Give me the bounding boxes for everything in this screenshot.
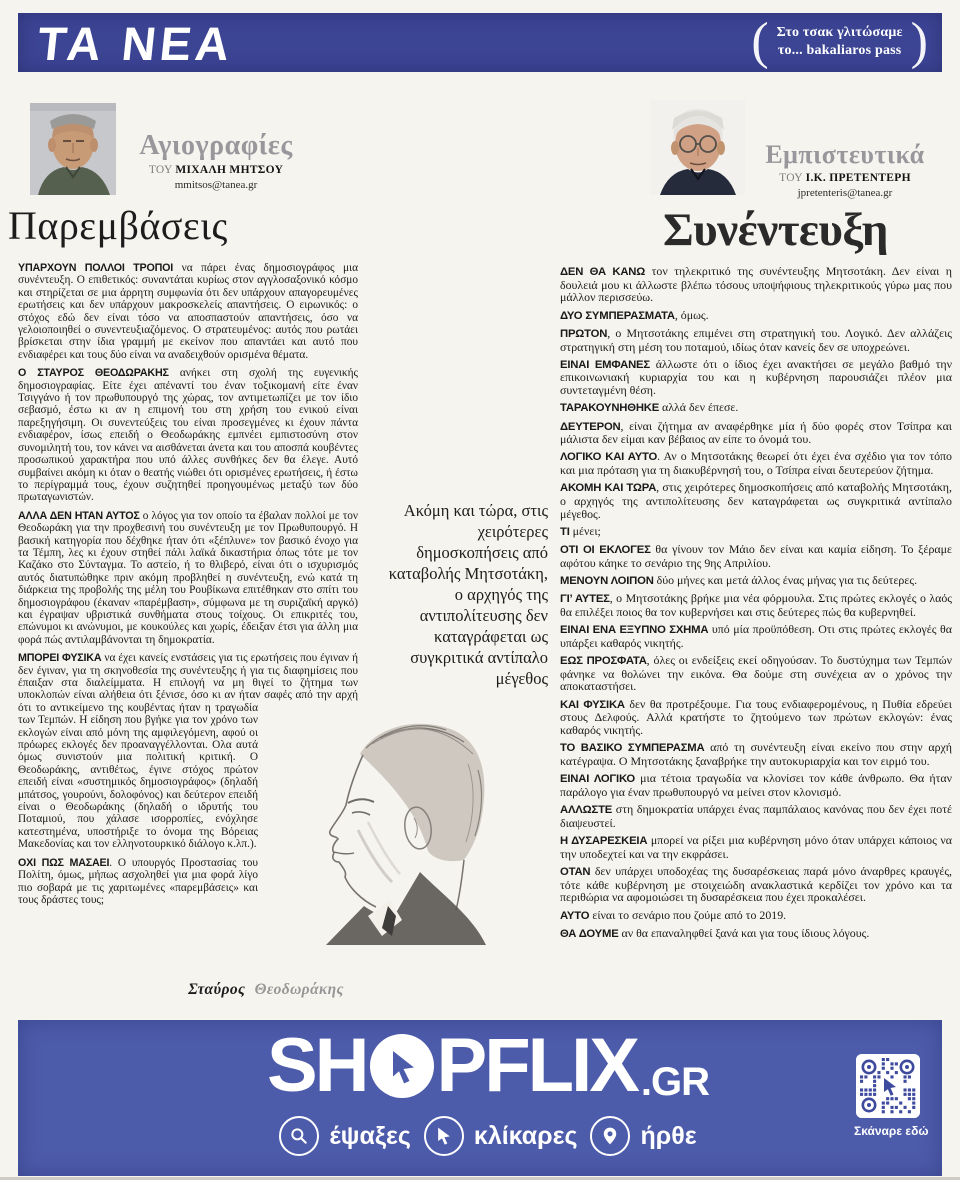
article-paragraph: ΕΩΣ ΠΡΟΣΦΑΤΑ, όλες οι ενδείξεις εκεί οδηγούσαν. Το δυστύχημα των Τεμπών φάνηκε να θολώνει την εικόνα. Θα δούμε στη συνέχεια αν ο χρόνος την αποκαταστήσει. [560,653,952,694]
article-paragraph: ΟΧΙ ΠΩΣ ΜΑΣΑΕΙ. Ο υπουργός Προστασίας του Πολίτη, όμως, μήπως ασχοληθεί για μια φορά λίγο πιο σοβαρά με τις χαριτωμένες «παρεμβάσεις» και τους δράστες τους; [18,856,258,906]
headline-left: Παρεμβάσεις [8,203,228,248]
article-paragraph: ΟΤΑΝ δεν υπάρχει υποδοχέας της δυσαρέσκειας παρά μόνο άναρθρες κραυγές, τότε κάθε κυβέρνηση με στοιχειώδη ανακλαστικά κερδίζει τον χρόνο και τα περιθώρια να αφομοιώσει τη δυσαρέσκεια που έχει προκαλέσει. [560,863,952,905]
article-paragraph: ΕΙΝΑΙ ΕΜΦΑΝΕΣ άλλωστε ότι ο ίδιος έχει ανακτήσει σε μεγάλο βαθμό την επικοινωνιακή κυριαρχία του και η κυβέρνηση παρουσιάζει πλέον μια συντεταγμένη θέση. [560,356,952,398]
ta-nea-logo: ΤΑ ΝΕΑ [35,17,237,70]
open-paren-glyph: ( [751,13,769,71]
byline-right: ΤΟΥ Ι.Κ. ΠΡΕΤΕΝΤΕΡΗ [779,172,911,184]
headline-right: Συνέντευξη [663,204,888,256]
author-photo-pretenteris [650,100,745,195]
bubble-line2: το... bakaliaros pass [777,43,902,59]
masthead-bubble [751,13,928,71]
article-paragraph: ΤΑΡΑΚΟΥΝΗΘΗΚΕ αλλά δεν έπεσε. [560,400,739,415]
cursor-icon [424,1116,464,1156]
close-paren-glyph: ) [910,13,928,71]
article-paragraph: ΠΡΩΤΟΝ, ο Μητσοτάκης επιμένει στη στρατηγική του. Λογικό. Δεν αλλάζεις στρατηγική στη μέση του ποταμού, ιδίως όταν κανείς δεν σε υποχρεώνει. [560,325,952,354]
right-section-header [750,142,940,199]
brand-tld: .GR [640,1060,710,1104]
qr-code [856,1054,920,1118]
article-paragraph: ΚΑΙ ΦΥΣΙΚΑ δεν θα προτρέξουμε. Για τους ενδιαφερομένους, η Πυθία εδρεύει στους Δελφούς. Αλλά κρατήστε το ζητούμενο των πρώτων εκλογών: ένας καθαρός νικητής. [560,696,952,738]
tagline-item-arrived: ήρθε [590,1116,696,1156]
email-left[interactable]: mmitsos@tanea.gr [174,179,258,191]
article-paragraph: ΑΥΤΟ είναι το σενάριο που ζούμε από το 2019. [560,907,787,922]
article-paragraph: ΔΥΟ ΣΥΜΠΕΡΑΣΜΑΤΑ, όμως. [560,307,709,322]
article-paragraph: ΔΕΝ ΘΑ ΚΑΝΩ τον τηλεκριτικό της συνέντευξης Μητσοτάκη. Δεν είναι η δουλειά μου κι άλλωστε βλέπω τόσους υποψήφιους τηλεκριτικούς γύρω μας που μάλλον περισσεύω. [560,264,952,305]
article-paragraph: ΑΛΛΑ ΔΕΝ ΗΤΑΝ ΑΥΤΟΣ ο λόγος για τον οποίο τα έβαλαν πολλοί με τον Θεοδωράκη για την προχθεσινή του συνέντευξη με τον Πρωθυπουργό. Η βασική κατηγορία που δέχθηκε ήταν ότι «ξέπλυνε» τον βασικό ένοχο για τα Τέμπη, λες κι έχουν στηθεί πάλι λαϊκά δικαστήρια όπως τότε με τον Καζάκο στο Σύνταγμα. Το αστείο, ή το θλιβερό, είναι ότι ο ισχυρισμός αυτός διατυπώθηκε πριν ακόμη προβληθεί η συνέντευξη, ενώ κατά τη διάρκεια της προβολής της μέλη του Ρουβίκωνα επιτέθηκαν στο σπίτι του δημοσιογράφου (έκαναν «παρέμβαση», σύμφωνα με τη συριζαϊκή αργκό) και έγραψαν υβριστικά συνθήματα στους τοίχους. Οι επικριτές του, επώνυμοι κι ανώνυμοι, με κουκούλες και χωρίς, έδειξαν έτσι για άλλη μια φορά πώς αντιλαμβάνονται τη δημοκρατία. [18,509,358,646]
article-paragraph: ΜΠΟΡΕΙ ΦΥΣΙΚΑ να έχει κανείς ενστάσεις για τις ερωτήσεις που έγιναν ή δεν έγιναν, για τη σκηνοθεσία της συνέντευξης ή για τις διαφημίσεις που έπαιξαν στα διαλείμματα. Η επιλογή να μη θιγεί το ζήτημα των υποκλοπών είναι αλήθεια ότι ξένισε, όσο κι αν ήταν σαφές από την αρχή ότι το αντικείμενο της κουβέντας ήταν η τραγωδία των Τεμπών. Η είδηση που βγήκε για τον χρόνο των εκλογών είναι από μόνη της αμφιλεγόμενη, αφού οι πρόωρες εκλογές δεν προαναγγέλλονται. Ολα αυτά όμως συνιστούν μια πολιτική κριτική. Ο Θεοδωράκης, αντιθέτως, έγινε στόχος πρώτον επειδή είναι «συστημικός δημοσιογράφος» (δηλαδή μπάτσος, γουρούνι, δολοφόνος) και δεύτερον επειδή είναι ο Θεοδωράκης (δηλαδή ο ιδρυτής του Ποταμιού, που χάλασε ισορροπίες, ενόχλησε κατεστημένα, υποστήριξε το όνομα της Βόρειας Μακεδονίας και τον ελληνοτουρκικό διάλογο κ.λπ.). [18,652,359,851]
article-paragraph: Η ΔΥΣΑΡΕΣΚΕΙΑ μπορεί να ρίξει μια κυβέρνηση μόνο όταν υπάρχει κάποιος να την υποδεχτεί και να την εκφράσει. [560,833,953,861]
bubble-line1: Στο τσακ γλιτώσαμε [776,24,903,40]
theodorakis-sketch [268,710,508,945]
left-section-header [118,132,314,191]
article-paragraph: ΤΙ μένει; [560,523,601,538]
article-paragraph: ΕΙΝΑΙ ΛΟΓΙΚΟ μια τέτοια τραγωδία να κλονίσει τον κάθε άνθρωπο. Θα ήταν παράλογο για έναν πρωθυπουργό να μείνει στον κλονισμό. [560,771,952,799]
article-paragraph: ΔΕΥΤΕΡΟΝ, είναι ζήτημα αν αναφέρθηκε μία ή δύο φορές στον Τσίπρα και μάλιστα δεν είμαι καν βέβαιος αν είπε το όνομά του. [560,418,952,447]
article-left-part2 [18,652,358,906]
tagline-item-search: έψαξες [279,1116,410,1156]
search-icon [279,1116,319,1156]
article-paragraph: ΘΑ ΔΟΥΜΕ αν θα επαναληφθεί ξανά και για τους ίδιους λόγους. [560,925,870,940]
shopflix-logo[interactable] [168,1023,808,1108]
article-paragraph: ΜΕΝΟΥΝ ΛΟΙΠΟΝ δύο μήνες και μετά άλλος ένας μήνας για τις δεύτερες. [560,573,918,588]
section-title-left: Αγιογραφίες [139,130,293,161]
article-paragraph: ΑΚΟΜΗ ΚΑΙ ΤΩΡΑ, στις χειρότερες δημοσκοπήσεις από καταβολής Μητσοτάκη, ο αρχηγός της αντιπολίτευσης δεν καταγράφεται ως συγκριτικά αντίπαλο μέγεθος. [560,480,952,521]
brand-text-suffix: PFLIX [436,1023,637,1108]
article-paragraph: Ο ΣΤΑΥΡΟΣ ΘΕΟΔΩΡΑΚΗΣ ανήκει στη σχολή της ευγενικής δημοσιογραφίας. Είτε έχει απέναντί του έναν τοξικομανή είτε έναν Τσιγγάνο ή τον πρωθυπουργό της χώρας, τον αντιμετωπίζει με τον ίδιο σεβασμό, έστω κι αν η επιμονή του στη χρήση του ενικού είναι παρεξηγήσιμη. Οι συνεντεύξεις του είναι προσεγμένες κι έχουν πάντα ενδιαφέρον, ίσως επειδή ο Θεοδωράκης εμπνέει εμπιστοσύνη στον συνομιλητή του, τον κάνει να αισθάνεται άνετα και του αποσπά κουβέντες προσωπικού χαρακτήρα που υπό άλλες συνθήκες δεν θα έλεγε. Αυτό συμβαίνει ακόμη κι όταν ο θεατής νιώθει ότι ορισμένες ερωτήσεις, ή έστω το περίγραμμά τους, έχουν συζητηθεί προηγουμένως μεταξύ των δύο πρωταγωνιστών. [18,367,358,504]
byline-left: ΤΟΥ ΜΙΧΑΛΗ ΜΗΤΣΟΥ [148,164,284,176]
article-paragraph: ΑΛΛΩΣΤΕ στη δημοκρατία υπάρχει ένας παμπάλαιος κανόνας που δεν έχει ποτέ διαψευστεί. [560,802,952,830]
author-photo-mitsos [30,103,116,195]
email-right[interactable]: jpretenteris@tanea.gr [797,187,893,199]
article-right [560,265,952,1015]
section-title-right: Εμπιστευτικά [765,140,925,169]
brand-text-prefix: SH [266,1023,367,1108]
article-left [18,262,358,1010]
masthead-banner [18,13,942,72]
qr-block [854,1054,929,1138]
article-paragraph: ΕΙΝΑΙ ΕΝΑ ΕΞΥΠΝΟ ΣΧΗΜΑ υπό μία προϋπόθεση. Οτι στις πρώτες εκλογές θα υπάρξει καθαρός νικητής. [560,622,952,650]
article-paragraph: ΤΟ ΒΑΣΙΚΟ ΣΥΜΠΕΡΑΣΜΑ από τη συνέντευξη είναι εκείνο που στην αρχή κατέγραψα. Ο Μητσοτάκης ξαναβρήκε την αυτοκυριαρχία και τον ειρμό του. [560,740,953,768]
pull-quote: Ακόμη και τώρα, στις χειρότερες δημοσκοπήσεις από καταβολής Μητσοτάκη, ο αρχηγός της αντιπολίτευσης δεν καταγράφεται ως συγκριτικά αντίπαλο μέγεθος [388,501,548,688]
article-paragraph: ΓΙ’ ΑΥΤΕΣ, ο Μητσοτάκης βρήκε μια νέα φόρμουλα. Στις πρώτες εκλογές ο λαός θα επιλέξει ποιος θα τον κυβερνήσει και στις δεύτερες πώς θα κυβερνηθεί. [560,591,953,619]
article-paragraph: ΛΟΓΙΚΟ ΚΑΙ ΑΥΤΟ. Αν ο Μητσοτάκης θεωρεί ότι έχει ένα σχέδιο για τον τόπο και μια πρόταση για τη διακυβέρνησή του, ο Τσίπρα είναι δευτερεύον ζήτημα. [560,449,952,478]
ad-tagline [168,1116,808,1156]
shopflix-ad[interactable] [18,1020,942,1176]
cursor-icon [370,1034,434,1098]
qr-caption: Σκάναρε εδώ [854,1124,929,1138]
article-paragraph: ΟΤΙ ΟΙ ΕΚΛΟΓΕΣ θα γίνουν τον Μάιο δεν είναι και καμία είδηση. Το ξέραμε αφότου κάηκε το σενάριο της 9ης Απριλίου. [560,542,953,570]
location-pin-icon [590,1116,630,1156]
article-left-part1 [18,262,358,646]
article-paragraph: ΥΠΑΡΧΟΥΝ ΠΟΛΛΟΙ ΤΡΟΠΟΙ να πάρει ένας δημοσιογράφος μια συνέντευξη. Ο επιθετικός: συναντάται κυρίως στον αγγλοσαξονικό κόσμο και στηρίζεται σε μια άρρητη συμφωνία ότι δεν υπάρχουν απαγορευμένες ερωτήσεις και δεν υπάρχουν μακροσκελείς απαντήσεις. Ο ειρωνικός: ο στόχος εδώ δεν είναι τόσο να αποσπαστούν απαντήσεις, όσο να γελοιοποιηθεί ο συνεντευξιαζόμενος. Ο στρατευμένος: αυτός που ρωτάει βρίσκεται στην ίδια γραμμή με εκείνον που απαντάει και αυτό που ενδιαφέρει και τους δύο είναι να αναδειχθούν ορισμένα θέματα. [18,262,358,361]
sketch-caption: Σταύρος Θεοδωράκης [188,981,344,998]
tagline-item-click: κλίκαρες [424,1116,578,1156]
